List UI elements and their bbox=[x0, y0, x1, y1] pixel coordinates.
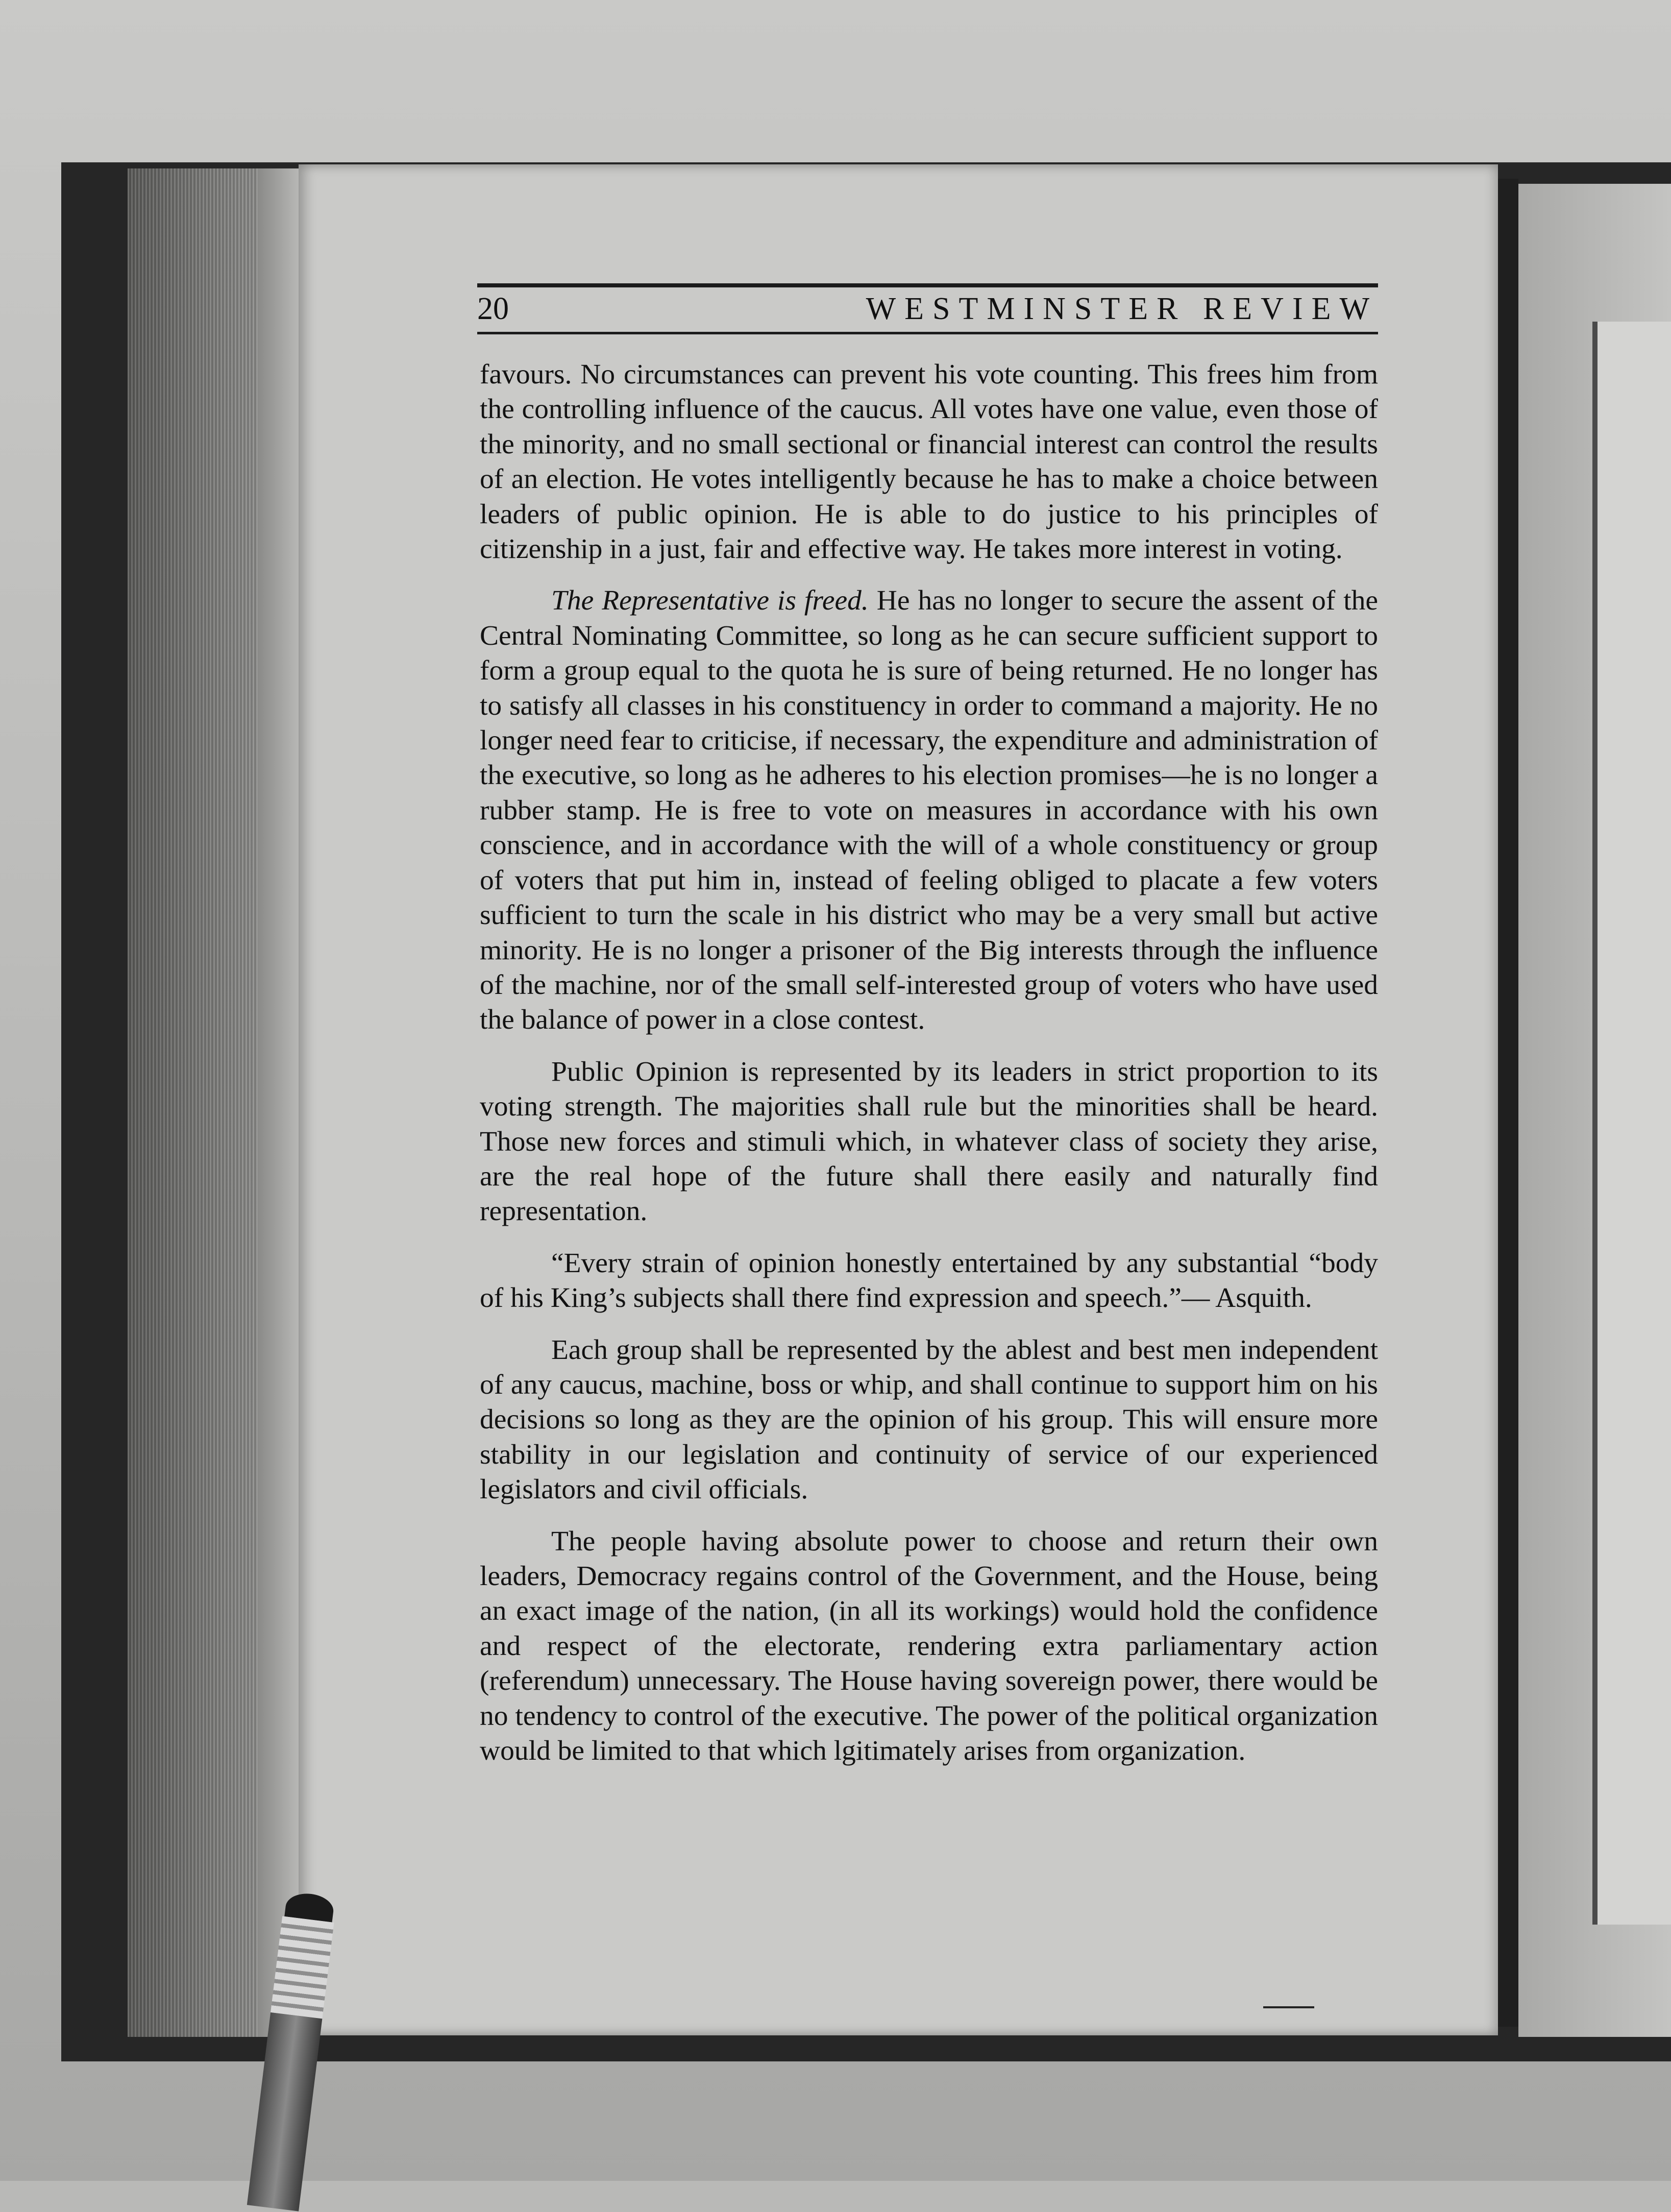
body-text bbox=[480, 357, 1378, 1768]
paragraph-6: The people having absolute power to choose and return their own leaders, Democracy regains control of the Government, and the House, being an exact image of the nation, (in all its workings) would hold the confidence and respect of the electorate, rendering extra parliamentary action (referendum) unnecessary. The House having sovereign power, there would be no tendency to control of the executive. The power of the political organization would be limited to that which lgitimately arises from organization. bbox=[480, 1525, 1378, 1767]
header-rule-bottom bbox=[477, 332, 1378, 334]
header-rule-top bbox=[477, 283, 1378, 287]
paragraph-2 bbox=[480, 584, 1378, 1037]
book-gutter bbox=[1498, 179, 1518, 2027]
paragraph-5: Each group shall be represented by the ablest and best men independent of any caucus, machine, boss or whip, and shall continue to support him on his decisions so long as they are the opinion of his group. This will ensure more stability in our legislation and continuity of service of our experienced legislators and civil officials. bbox=[480, 1334, 1378, 1505]
paragraph-2-rest: He has no longer to secure the assent of the Central Nominating Committee, so long as he can secure sufficient support to form a group equal to the quota he is sure of being returned. He no longer has to satisfy all classes in his constituency in order to command a majority. He no longer need fear to criticise, if necessary, the expenditure and administration of the executive, so long as he adheres to his election promises—he is no longer a rubber stamp. He is free to vote on measures in accordance with his own conscience, and in accordance with the will of a whole constituency or group of voters that put him in, instead of feeling obliged to placate a few voters sufficient to turn the scale in his district who may be a very small but active minority. He is no longer a prisoner of the Big interests through the influence of the machine, nor of the small self-interested group of voters who have used the balance of power in a close contest. bbox=[480, 585, 1378, 1036]
facing-page-insert bbox=[1592, 322, 1671, 1925]
page-stack-highlight bbox=[258, 168, 304, 2037]
bottom-page-mark bbox=[1263, 2006, 1314, 2008]
page-number: 20 bbox=[477, 291, 509, 326]
quotation-paragraph: “Every strain of opinion honestly entertained by any substantial “body of his King’s subjects shall there find expression and speech.”— Asquith. bbox=[480, 1247, 1378, 1314]
paragraph-1: favours. No circumstances can prevent his vote counting. This frees him from the controlling influence of the caucus. All votes have one value, even those of the minority, and no small sectional or financial interest can control the results of an election. He votes intelligently because he has to make a choice between leaders of public opinion. He is able to do justice to his principles of citizenship in a just, fair and effective way. He takes more interest in voting. bbox=[480, 359, 1378, 565]
running-title: WESTMINSTER REVIEW bbox=[866, 291, 1378, 326]
pencil-ferrule bbox=[271, 1916, 334, 2019]
paragraph-2-lead: The Representative is freed. bbox=[551, 585, 869, 617]
paragraph-3: Public Opinion is represented by its leaders in strict proportion to its voting strength. The majorities shall rule but the minorities shall be heard. Those new forces and stimuli which, in whatever class of society they arise, are the real hope of the future shall there easily and naturally find representation. bbox=[480, 1056, 1378, 1227]
